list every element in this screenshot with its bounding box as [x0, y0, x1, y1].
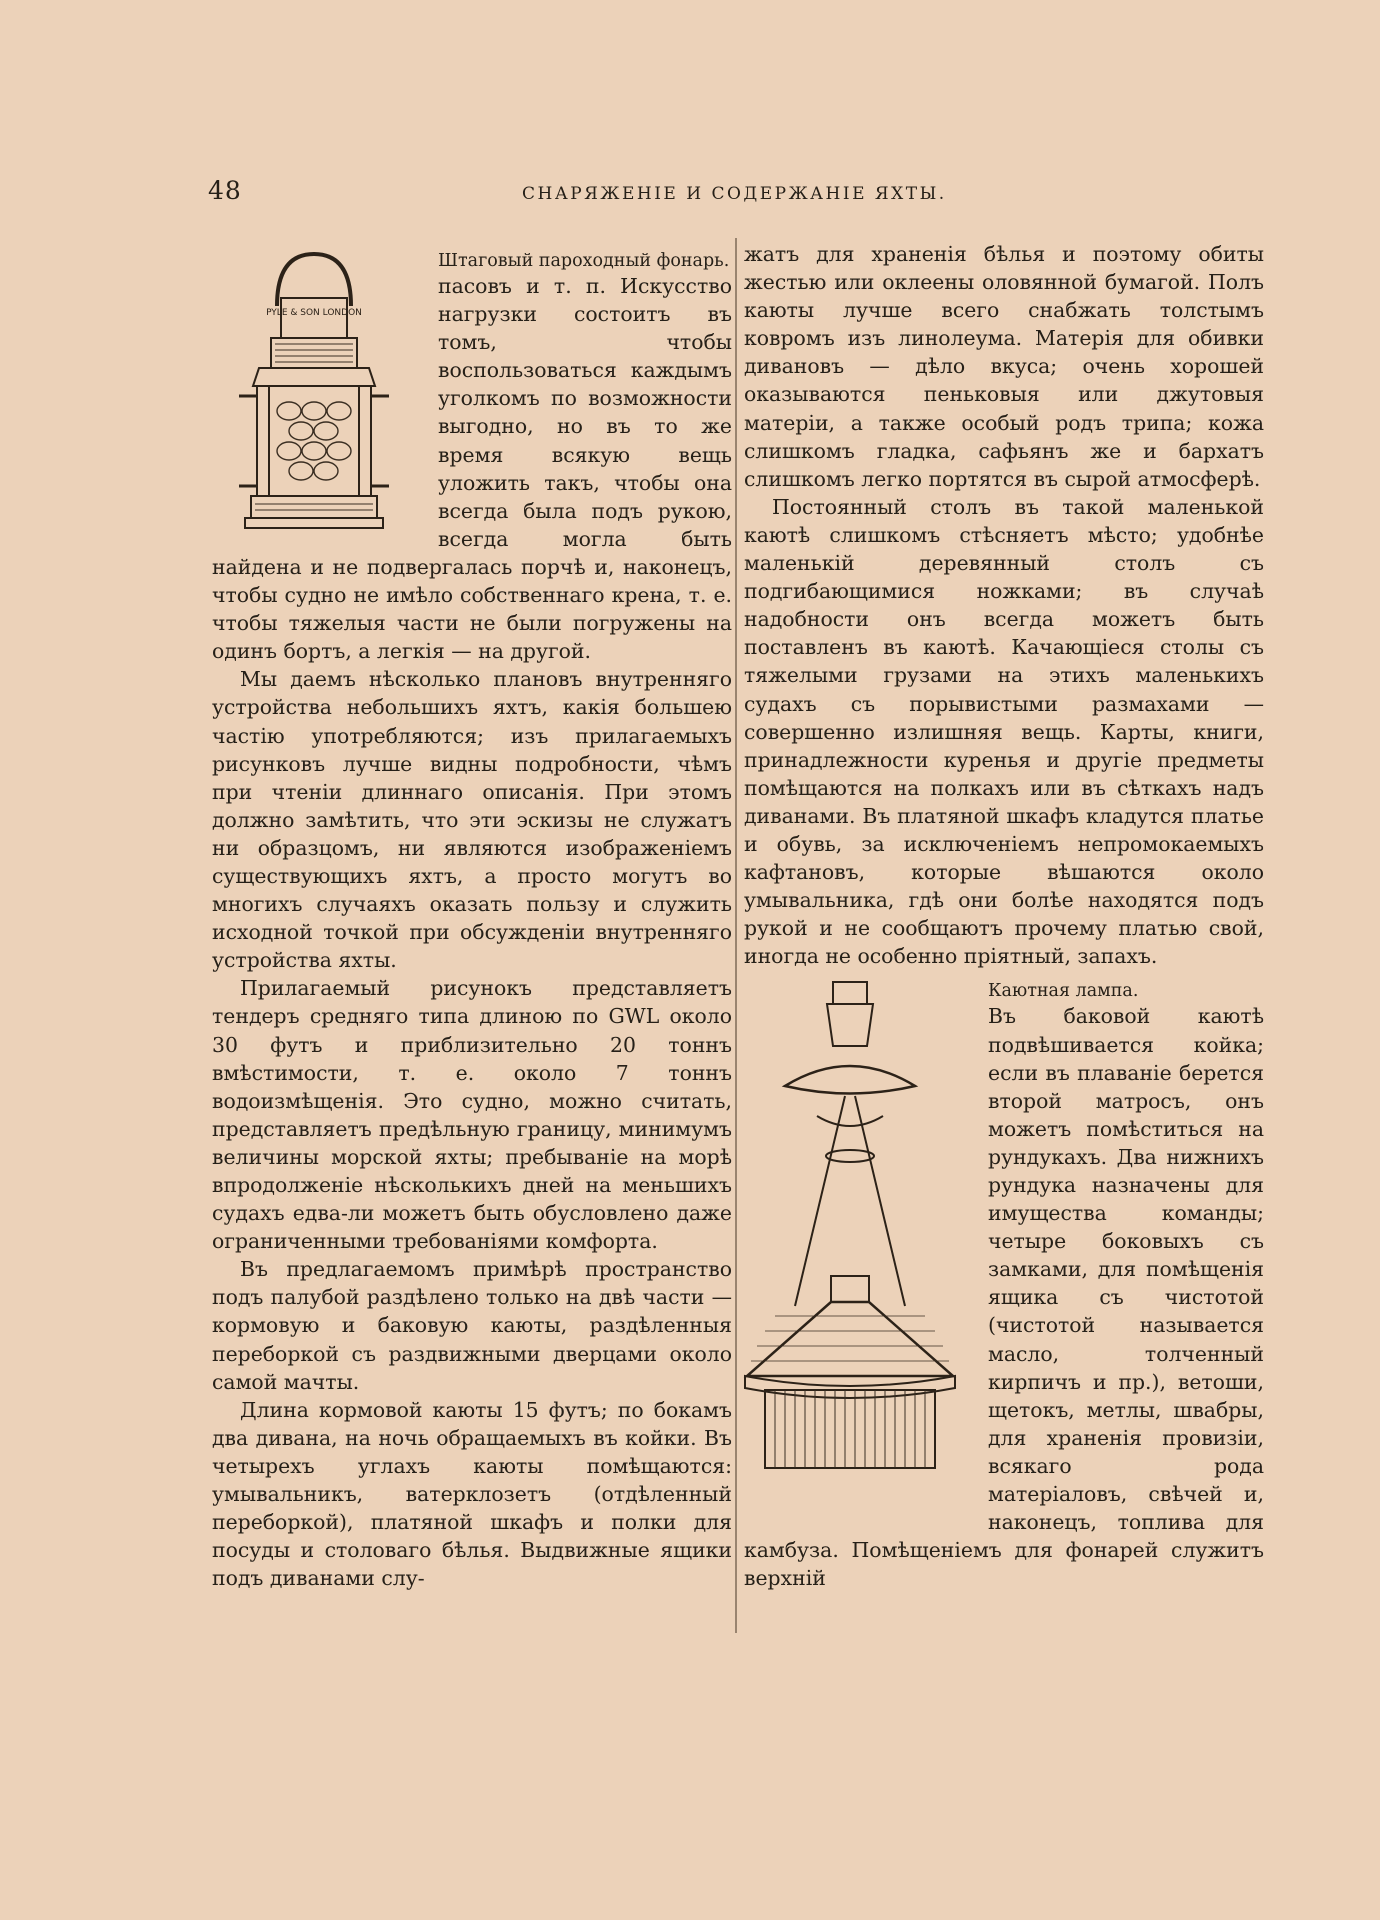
right-paragraph-3-text: Въ баковой каютѣ подвѣшивается койка; если въ плаваніе берется второй матросъ, онъ можетъ помѣститься на рундукахъ. Два нижнихъ рундука назначены для имущества команды; четыре боковыхъ съ замками, для помѣщенія ящика съ чистотой (чистотой называется масло, толченный кирпичъ и пр.), ветоши, щетокъ, метлы, швабры, для храненія провизіи, всякаго рода матеріаловъ, свѣчей и, наконецъ, топлива для камбуза. Помѣщеніемъ для фонарей служитъ верхній [744, 1004, 1264, 1591]
lantern-figure [204, 246, 424, 546]
left-paragraph-5: Длина кормовой каюты 15 футъ; по бокамъ два дивана, на ночь обращаемыхъ въ койки. Въ четырехъ углахъ каюты помѣщаются: умывальникъ, ватерклозетъ (отдѣленный переборкой), платяной шкафъ и полки для посуды и столоваго бѣлья. Выдвижные ящики подъ диванами слу- [212, 1397, 732, 1591]
lamp-caption: Каютная лампа. [988, 981, 1139, 1002]
left-paragraph-2: Мы даемъ нѣсколько плановъ внутренняго устройства небольшихъ яхтъ, какія большею частію употребляются; изъ прилагаемыхъ рисунковъ лучше видны подробности, чѣмъ при чтеніи длиннаго описанія. При этомъ должно замѣтить, что эти эскизы не служатъ ни образцомъ, ни являются изображеніемъ существующихъ яхтъ, а просто могутъ во многихъ случаяхъ оказать пользу и служить исходной точкой при обсужденіи внутренняго устройства яхты. [212, 667, 732, 973]
right-paragraph-2 [744, 493, 1264, 971]
lantern-label: PYLE & SON LONDON [266, 308, 362, 318]
running-title: СНАРЯЖЕНІЕ И СОДЕРЖАНІЕ ЯХТЫ. [522, 184, 947, 204]
left-paragraph-4: Въ предлагаемомъ примѣрѣ пространство подъ палубой раздѣлено только на двѣ части — кормовую и баковую каюты, раздѣленныя переборкой съ раздвижными дверцами около самой мачты. [212, 1257, 732, 1394]
left-paragraph-1-text: пасовъ и т. п. Искусство нагрузки состоитъ въ томъ, чтобы воспользоваться каждымъ уголкомъ по возможности выгодно, но въ то же время всякую вещь уложить такъ, чтобы она всегда была подъ рукою, всегда могла быть найдена и не подвергалась порчѣ и, наконецъ, чтобы судно не имѣло собственнаго крена, т. е. чтобы тяжелыя части не были погружены на одинъ бортъ, а легкія — на другой. [212, 274, 732, 664]
right-paragraph-1: жатъ для храненія бѣлья и поэтому обиты жестью или оклеены оловянной бумагой. Полъ каюты лучше всего снабжать толстымъ ковромъ изъ линолеума. Матерія для обивки дивановъ — дѣло вкуса; очень хорошей оказываются пеньковыя или джутовыя матеріи, а также особый родъ трипа; кожа слишкомъ гладка, сафьянъ же и бархатъ слишкомъ легко портятся въ сырой атмосферѣ. [744, 242, 1264, 491]
right-column [744, 240, 1264, 1592]
cabin-lamp-illustration [735, 976, 965, 1516]
lamp-figure [730, 976, 970, 1516]
lantern-caption: Штаговый пароходный фонарь. [438, 251, 730, 271]
right-paragraph-2-text: Постоянный столъ въ такой маленькой каютѣ слишкомъ стѣсняетъ мѣсто; удобнѣе маленькій деревянный столъ съ подгибающимися ножками; въ случаѣ надобности онъ всегда можетъ быть поставленъ въ каютѣ. Качающіеся столы съ тяжелыми грузами на этихъ маленькихъ судахъ съ порывистыми размахами — совершенно излишняя вещь. Карты, книги, принадлежности куренья и другіе предметы помѣщаются на полкахъ или въ сѣткахъ надъ диванами. Въ платяной шкафъ кладутся платье и обувь, за исключеніемъ непромокаемыхъ кафтановъ, которые вѣшаются около умывальника, гдѣ они болѣе находятся подъ рукой и не сообщаютъ прочему платью свой, иногда не особенно пріятный, запахъ. [744, 494, 1264, 969]
left-paragraph-3: Прилагаемый рисунокъ представляетъ тендеръ средняго типа длиною по GWL около 30 футъ и приблизительно 20 тоннъ вмѣстимости, т. е. около 7 тоннъ водоизмѣщенія. Это судно, можно считать, представляетъ предѣльную границу, минимумъ величины морской яхты; пребываніе на морѣ впродолженіе нѣсколькихъ дней на меньшихъ судахъ едва-ли можетъ быть обусловлено даже ограниченными требованіями комфорта. [212, 976, 732, 1254]
lantern-illustration [209, 246, 419, 546]
page-number: 48 [208, 176, 242, 205]
left-column [212, 240, 732, 1592]
